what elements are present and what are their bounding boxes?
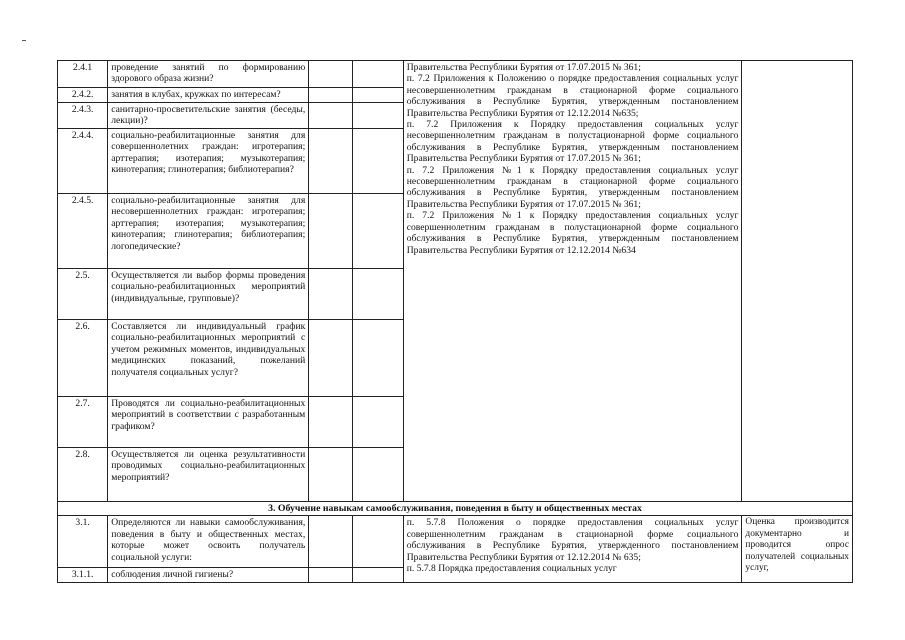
answer-cell-yes[interactable] xyxy=(309,397,353,448)
item-question: занятия в клубах, кружках по интересам? xyxy=(108,88,309,103)
item-question: социально-реабилитационные занятия для совершеннолетних граждан: игротерапия; арттерапия; изотерапия; музыкотерапия; кинотерапия; глинотерапия; библиотерапия? xyxy=(108,129,309,194)
answer-cell-no[interactable] xyxy=(353,61,403,88)
item-number: 2.8. xyxy=(58,448,108,502)
answer-cell-no[interactable] xyxy=(353,568,403,582)
answer-cell-no[interactable] xyxy=(353,129,403,194)
answer-cell-yes[interactable] xyxy=(309,516,353,568)
answer-cell-yes[interactable] xyxy=(309,568,353,582)
document-page xyxy=(57,60,853,583)
section-heading: 3. Обучение навыкам самообслуживания, поведения в быту и общественных местах xyxy=(58,502,853,516)
answer-cell-no[interactable] xyxy=(353,320,403,397)
answer-cell-no[interactable] xyxy=(353,88,403,103)
answer-cell-no[interactable] xyxy=(353,103,403,129)
answer-cell-yes[interactable] xyxy=(309,103,353,129)
legal-basis-cell xyxy=(403,516,742,582)
table-row xyxy=(58,61,853,88)
item-number: 2.4.3. xyxy=(58,103,108,129)
item-number: 2.4.1 xyxy=(58,61,108,88)
legal-basis-paragraph: Правительства Республики Бурятия от 17.07.2015 № 361; xyxy=(406,62,641,73)
item-question: Определяются ли навыки самообслуживания, поведения в быту и общественных местах, которые может освоить получатель социальной услуги: xyxy=(108,516,309,568)
legal-basis-paragraph: п. 7.2 Приложения к Порядку предоставления социальных услуг несовершеннолетним гражданам в полустационарной форме социального обслуживания в Республике Бурятия, утвержденным постановлением Правительства Республики Бурятия от 17.07.2015 № 361; xyxy=(406,119,739,165)
notes-cell xyxy=(742,61,853,502)
answer-cell-yes[interactable] xyxy=(309,61,353,88)
item-number: 2.5. xyxy=(58,269,108,320)
answer-cell-no[interactable] xyxy=(353,397,403,448)
answer-cell-yes[interactable] xyxy=(309,129,353,194)
answer-cell-no[interactable] xyxy=(353,269,403,320)
legal-basis-cell xyxy=(403,61,742,502)
legal-basis-paragraph: п. 7.2 Приложения №1 к Порядку предоставления социальных услуг несовершеннолетним гражданам в стационарной форме социального обслуживания в Республике Бурятия, утвержденным постановлением Правительства Республики Бурятия от 17.07.2015 № 361; xyxy=(406,164,739,210)
item-question: Проводятся ли социально-реабилитационных мероприятий в соответствии с разработанным графиком? xyxy=(108,397,309,448)
item-question: Составляется ли индивидуальный график социально-реабилитационных мероприятий с учетом режимных моментов, индивидуальных медицинских показаний, пожеланий получателя социальных услуг? xyxy=(108,320,309,397)
checklist-table xyxy=(57,60,853,583)
item-number: 2.4.5. xyxy=(58,194,108,269)
answer-cell-no[interactable] xyxy=(353,194,403,269)
scan-dash-mark xyxy=(22,40,26,41)
legal-basis-paragraph: п. 7.2 Приложения №1 к Порядку предоставления социальных услуг совершеннолетним гражданам в полустационарной форме социального обслуживания в Республике Бурятия, утвержденным постановлением Правительства Республики Бурятия от 12.12.2014 №634 xyxy=(406,210,739,256)
item-question: социально-реабилитационные занятия для несовершеннолетних граждан: игротерапия; арттерапия; изотерапия; музыкотерапия; кинотерапия; глинотерапия; библиотерапия; логопедические? xyxy=(108,194,309,269)
item-number: 2.7. xyxy=(58,397,108,448)
item-number: 2.4.4. xyxy=(58,129,108,194)
answer-cell-yes[interactable] xyxy=(309,320,353,397)
answer-cell-yes[interactable] xyxy=(309,448,353,502)
legal-basis-paragraph: п. 5.7.8 Положения о порядке предоставления социальных услуг совершеннолетним гражданам в стационарной форме социального обслуживания в Республике Бурятия, утвержденного постановлением Правительства Республики Бурятия от 12.12.2014 № 635; xyxy=(406,517,739,563)
item-number: 2.4.2. xyxy=(58,88,108,103)
answer-cell-yes[interactable] xyxy=(309,194,353,269)
answer-cell-no[interactable] xyxy=(353,516,403,568)
legal-basis-paragraph: п. 7.2 Приложения к Положению о порядке предоставления социальных услуг несовершеннолетним гражданам в стационарной форме социального обслуживания в Республике Бурятия, утвержденным постановлением Правительства Республики Бурятия от 12.12.2014 №635; xyxy=(406,73,739,119)
item-question: Осуществляется ли выбор формы проведения социально-реабилитационных мероприятий (индивидуальные, групповые)? xyxy=(108,269,309,320)
table-row xyxy=(58,516,853,568)
legal-basis-paragraph: п. 5.7.8 Порядка предоставления социальных услуг xyxy=(406,563,617,575)
answer-cell-no[interactable] xyxy=(353,448,403,502)
answer-cell-yes[interactable] xyxy=(309,88,353,103)
notes-cell: Оценка производится документарно и проводится опрос получателей социальных услуг, xyxy=(742,516,853,582)
item-question: Осуществляется ли оценка результативности проводимых социально-реабилитационных мероприятий? xyxy=(108,448,309,502)
table-row xyxy=(58,502,853,516)
item-question: соблюдения личной гигиены? xyxy=(108,568,309,582)
answer-cell-yes[interactable] xyxy=(309,269,353,320)
item-number: 2.6. xyxy=(58,320,108,397)
item-number: 3.1. xyxy=(58,516,108,568)
item-question: санитарно-просветительские занятия (беседы, лекции)? xyxy=(108,103,309,129)
item-question: проведение занятий по формированию здорового образа жизни? xyxy=(108,61,309,88)
item-number: 3.1.1. xyxy=(58,568,108,582)
